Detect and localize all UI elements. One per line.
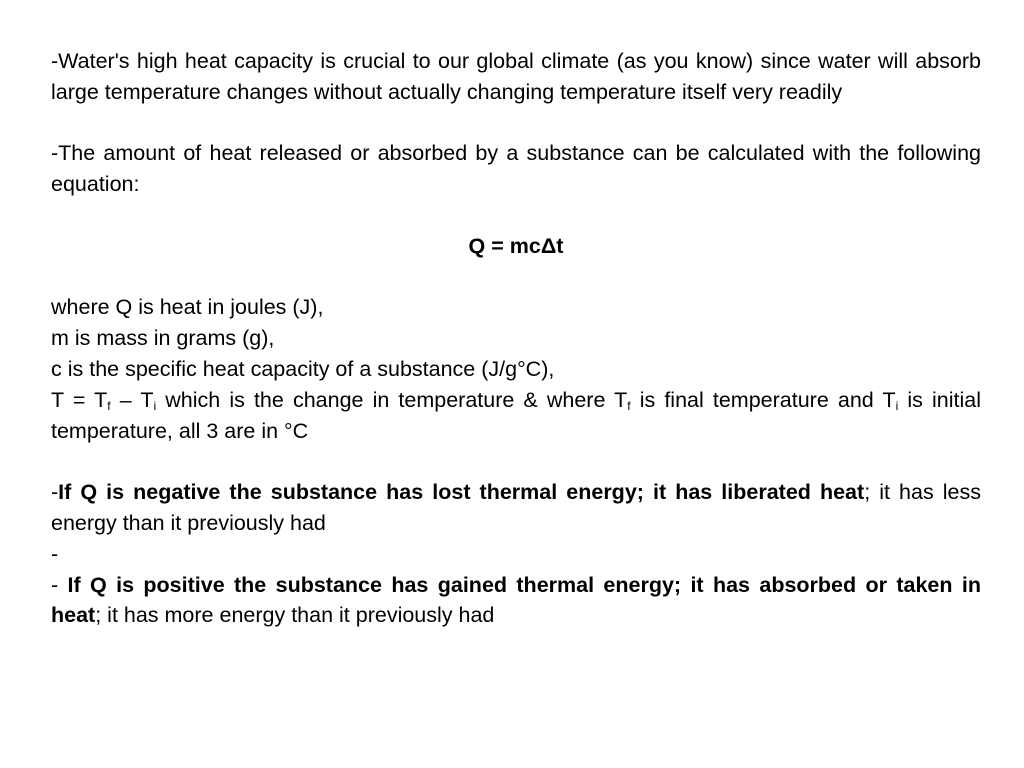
positive-q-rest: ; it has more energy than it previously had — [95, 603, 495, 628]
definition-c: c is the specific heat capacity of a substance (J/g°C), — [51, 356, 555, 381]
bullet-dash: - — [51, 541, 59, 566]
definition-q: where Q is heat in joules (J), — [51, 295, 324, 320]
subscript-i: i — [895, 398, 899, 413]
definition-t-text: which is the change in temperature & where T — [156, 387, 628, 412]
subscript-i: i — [153, 398, 157, 413]
positive-q-statement — [51, 570, 981, 632]
negative-q-statement — [51, 477, 981, 539]
subscript-f: f — [627, 398, 631, 413]
definition-t-text: is initial temperature, all 3 are in °C — [51, 387, 981, 443]
spacer — [51, 200, 981, 231]
heat-capacity-paragraph: -Water's high heat capacity is crucial to our global climate (as you know) since water will absorb large temperature changes without actually changing temperature itself very readily — [51, 49, 981, 104]
spacer — [51, 262, 981, 293]
definition-t-text: T = T — [51, 387, 108, 412]
positive-q-bold: If Q is positive the substance has gained thermal energy; it has absorbed or taken in heat — [51, 572, 981, 628]
definition-t-text: – T — [110, 387, 154, 412]
bullet-dash: - — [51, 572, 68, 597]
definition-m: m is mass in grams (g), — [51, 326, 275, 351]
definition-t-text: is final temperature and T — [630, 387, 896, 412]
bullet-dash: - — [51, 480, 59, 505]
heat-equation: Q = mcΔt — [468, 233, 564, 258]
spacer — [51, 446, 981, 477]
negative-q-rest: ; it has less energy than it previously had — [51, 480, 981, 535]
heat-equation-intro: -The amount of heat released or absorbed by a substance can be calculated with the following equation: — [51, 141, 981, 197]
definition-t — [51, 385, 981, 447]
spacer — [51, 108, 981, 139]
subscript-f: f — [107, 398, 111, 413]
negative-q-bold: If Q is negative the substance has lost thermal energy; it has liberated heat — [58, 480, 865, 505]
